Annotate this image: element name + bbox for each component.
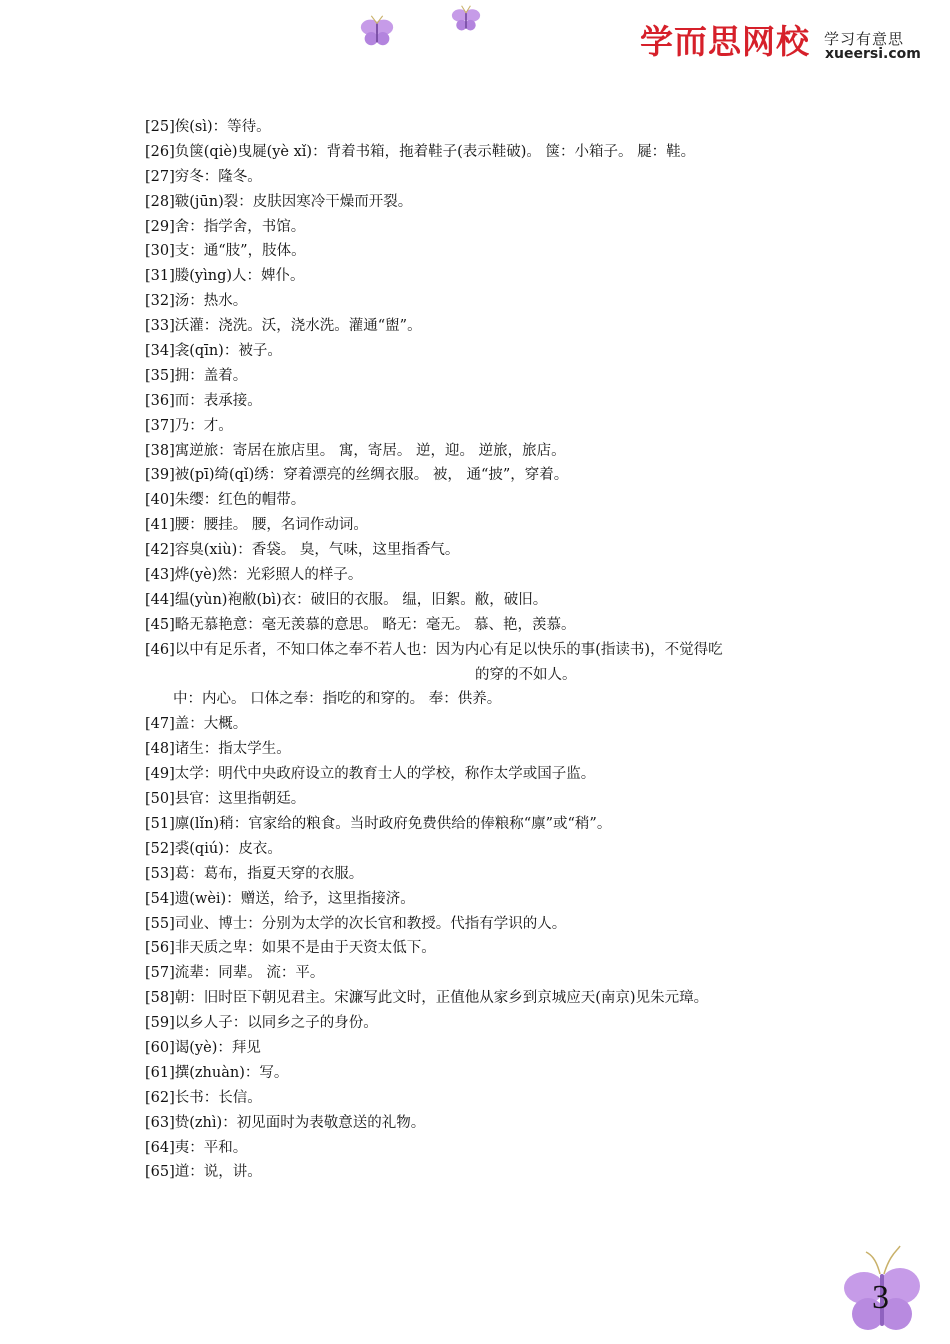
note-line: [40]朱缨：红色的帽带。 bbox=[145, 492, 306, 509]
note-line: [65]道：说，讲。 bbox=[145, 1164, 262, 1181]
note-line: [30]支：通“肢”，肢体。 bbox=[145, 243, 306, 260]
note-line: [32]汤：热水。 bbox=[145, 293, 248, 310]
note-line: [25]俟(sì)：等待。 bbox=[145, 119, 271, 135]
annotation-list bbox=[145, 115, 825, 1185]
note-line: [37]乃：才。 bbox=[145, 417, 233, 434]
note-line: [59]以乡人子：以同乡之子的身份。 bbox=[145, 1015, 378, 1032]
page-number: 3 bbox=[872, 1279, 889, 1316]
note-line: [63]贽(zhì)：初见面时为表敬意送的礼物。 bbox=[145, 1114, 426, 1131]
note-line: [35]拥：盖着。 bbox=[145, 367, 248, 384]
note-line: [41]腰：腰挂。 腰，名词作动词。 bbox=[145, 517, 368, 534]
note-line: [49]太学：明代中央政府设立的教育士人的学校，称作太学或国子监。 bbox=[145, 766, 596, 783]
note-line: [47]盖：大概。 bbox=[145, 716, 248, 733]
note-line: [29]舍：指学舍，书馆。 bbox=[145, 218, 306, 235]
note-line: [43]烨(yè)然：光彩照人的样子。 bbox=[145, 567, 363, 584]
note-line: [39]被(pī)绮(qǐ)绣：穿着漂亮的丝绸衣服。 被， 通“披”，穿着。 bbox=[145, 467, 569, 484]
note-line: [44]缊(yùn)袍敝(bì)衣：破旧的衣服。 缊，旧絮。敝，破旧。 bbox=[145, 591, 548, 608]
note-line: [52]裘(qiú)：皮衣。 bbox=[145, 840, 282, 857]
note-line: [50]县官：这里指朝廷。 bbox=[145, 791, 306, 808]
note-line: [45]略无慕艳意：毫无羡慕的意思。 略无：毫无。 慕、艳，羡慕。 bbox=[145, 616, 576, 633]
note-line-continuation: 的穿的不如人。 bbox=[475, 666, 577, 683]
note-line: [26]负箧(qiè)曳屣(yè xǐ)：背着书箱，拖着鞋子(表示鞋破)。 箧：小箱子。 屣：鞋。 bbox=[145, 143, 696, 160]
note-line: [42]容臭(xiù)：香袋。 臭，气味，这里指香气。 bbox=[145, 542, 460, 559]
note-line: [28]皲(jūn)裂：皮肤因寒冷干燥而开裂。 bbox=[145, 193, 413, 210]
brand-logo bbox=[640, 22, 930, 70]
note-line: [33]沃灌：浇洗。沃，浇水洗。灌通“盥”。 bbox=[145, 318, 422, 335]
note-line: [61]撰(zhuàn)：写。 bbox=[145, 1064, 289, 1081]
note-line-indented: 中：内心。 口体之奉：指吃的和穿的。 奉：供养。 bbox=[173, 691, 502, 708]
note-line: [58]朝：旧时臣下朝见君主。宋濂写此文时，正值他从家乡到京城应天(南京)见朱元璋。 bbox=[145, 990, 709, 1007]
note-line: [38]寓逆旅：寄居在旅店里。 寓，寄居。 逆，迎。 逆旅，旅店。 bbox=[145, 442, 566, 459]
note-line: [53]葛：葛布，指夏天穿的衣服。 bbox=[145, 865, 364, 882]
note-line: [51]廪(lǐn)稍：官家给的粮食。当时政府免费供给的俸粮称“廪”或“稍”。 bbox=[145, 815, 612, 832]
note-line: [64]夷：平和。 bbox=[145, 1139, 248, 1156]
logo-url: xueersi.com bbox=[825, 46, 921, 62]
note-line: [57]流辈：同辈。 流：平。 bbox=[145, 965, 325, 982]
note-line: [27]穷冬：隆冬。 bbox=[145, 168, 262, 185]
logo-text: 学而思网校 bbox=[640, 22, 810, 61]
note-line: [62]长书：长信。 bbox=[145, 1089, 262, 1106]
note-line: [36]而：表承接。 bbox=[145, 392, 262, 409]
note-line: [55]司业、博士：分别为太学的次长官和教授。代指有学识的人。 bbox=[145, 915, 567, 932]
note-line: [54]遗(wèi)：赠送，给予，这里指接济。 bbox=[145, 890, 415, 907]
note-line: [34]衾(qīn)：被子。 bbox=[145, 343, 282, 360]
logo-tagline: 学习有意思 bbox=[824, 30, 905, 48]
butterfly-icon bbox=[448, 4, 484, 34]
note-line: [56]非天质之卑：如果不是由于天资太低下。 bbox=[145, 940, 436, 957]
butterfly-icon bbox=[358, 12, 396, 50]
note-line: [31]媵(yìng)人：婢仆。 bbox=[145, 268, 305, 285]
note-line: [48]诸生：指太学生。 bbox=[145, 741, 291, 758]
note-line: [46]以中有足乐者，不知口体之奉不若人也：因为内心有足以快乐的事(指读书)，不觉得吃 bbox=[145, 641, 723, 658]
note-line: [60]谒(yè)：拜见 bbox=[145, 1039, 261, 1056]
